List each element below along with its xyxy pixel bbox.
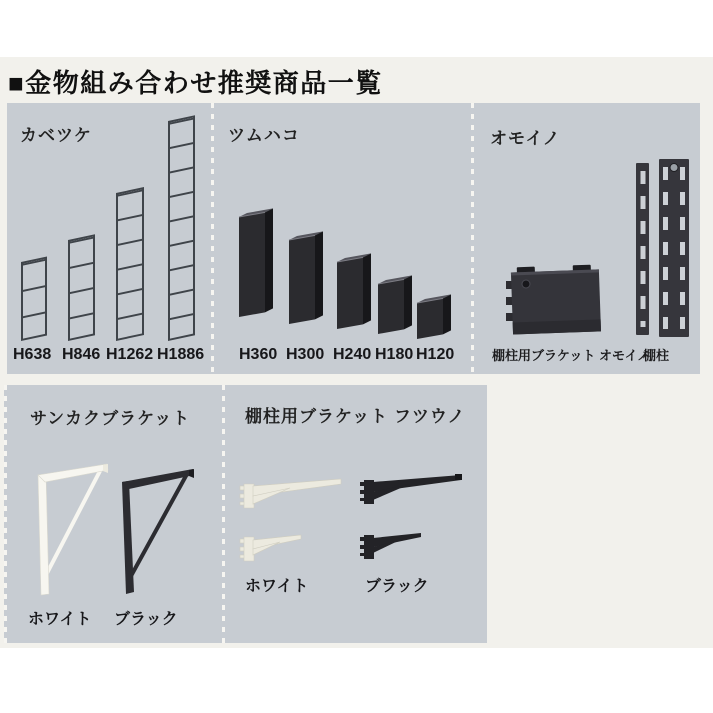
size-label-h240: H240	[333, 346, 372, 363]
dashed-divider	[471, 103, 474, 374]
size-label-h300: H300	[286, 346, 325, 363]
variant-label-white: ホワイト	[28, 611, 92, 628]
rail-bracket-black-long	[360, 473, 464, 513]
rail-bracket-white-long	[240, 477, 344, 517]
panel-kabetsuke-title: カベツケ	[20, 126, 92, 145]
size-label-h1262: H1262	[106, 346, 154, 363]
size-label-h360: H360	[239, 346, 278, 363]
storage-box-h240	[336, 247, 376, 330]
size-label-h180: H180	[375, 346, 414, 363]
rail-screw-hole	[670, 163, 679, 172]
caption-omoino-bracket: 棚柱用ブラケット オモイノ	[492, 348, 650, 363]
storage-box-h300	[288, 225, 328, 325]
rail-slots	[663, 167, 668, 329]
shelf-bracket-omoino	[502, 263, 604, 339]
catalog-sheet	[0, 57, 713, 648]
panel-futsuuno-title: 棚柱用ブラケット フツウノ	[245, 407, 466, 426]
size-label-h120: H120	[416, 346, 455, 363]
variant-label-black: ブラック	[114, 611, 178, 628]
caption-rail: 棚柱	[643, 348, 670, 363]
panel-tsumuhako-title: ツムハコ	[228, 126, 300, 145]
size-label-h846: H846	[62, 346, 101, 363]
page-title: ■金物組み合わせ推奨商品一覧	[8, 68, 383, 98]
dashed-divider	[4, 385, 7, 643]
panel-sankaku-title: サンカクブラケット	[30, 409, 191, 428]
wall-ladder-h846	[68, 234, 95, 341]
variant-label-black: ブラック	[365, 578, 429, 595]
wall-ladder-h1886	[168, 115, 195, 341]
bottom-product-row	[4, 385, 487, 643]
triangle-bracket-white	[30, 460, 114, 602]
storage-box-h360	[238, 202, 278, 318]
storage-box-h120	[416, 288, 456, 340]
shelf-rail-double	[659, 159, 689, 337]
size-label-h638: H638	[13, 346, 52, 363]
panel-omoino-title: オモイノ	[490, 129, 561, 148]
rail-slots	[680, 167, 685, 329]
triangle-bracket-black	[114, 464, 202, 594]
variant-label-white: ホワイト	[245, 578, 309, 595]
storage-box-h180	[377, 269, 417, 335]
wall-ladder-h638	[21, 256, 47, 341]
size-label-h1886: H1886	[157, 346, 205, 363]
dashed-divider	[222, 385, 225, 643]
dashed-divider	[211, 103, 214, 374]
rail-bracket-white-short	[240, 530, 304, 562]
top-product-row	[7, 103, 700, 374]
rail-bracket-black-short	[360, 528, 424, 560]
shelf-rail-single	[636, 163, 649, 335]
rail-slots	[640, 171, 645, 327]
wall-ladder-h1262	[116, 187, 144, 341]
